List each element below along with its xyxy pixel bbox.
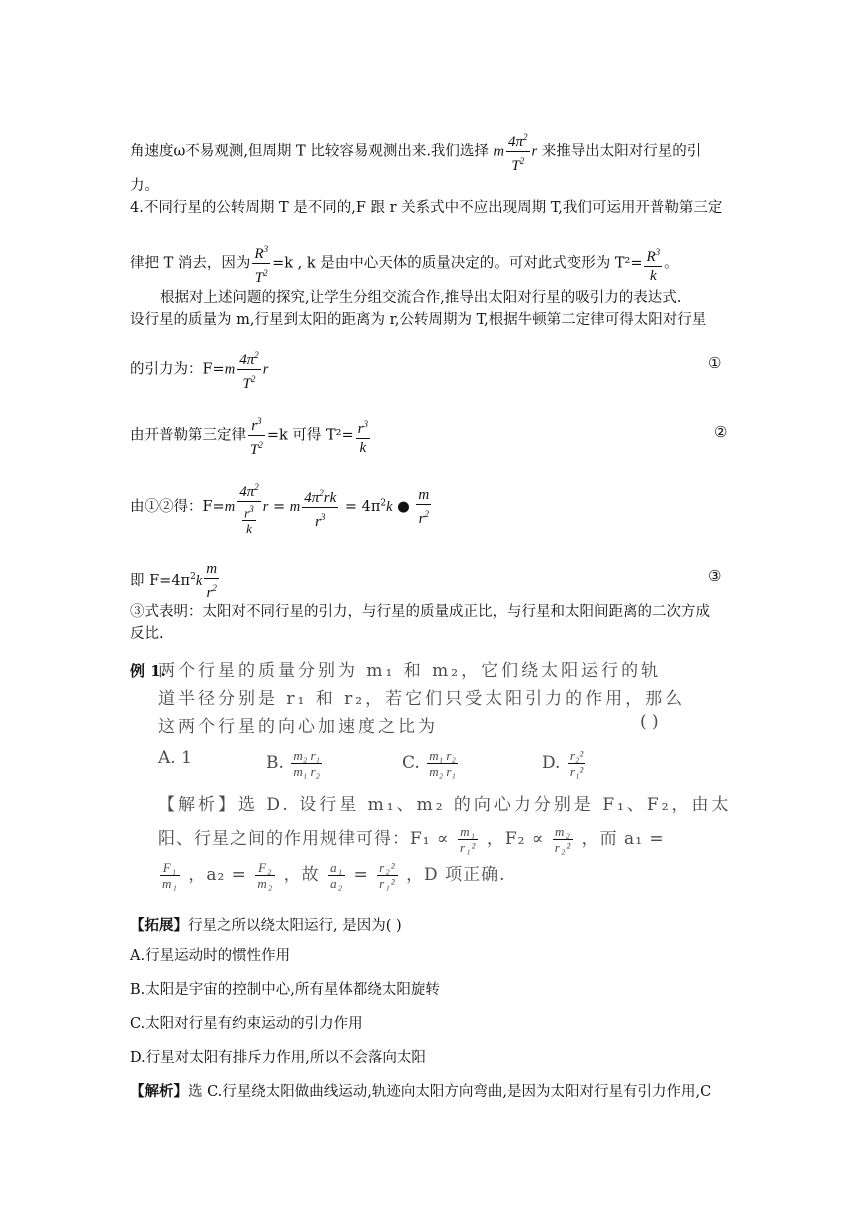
- extension-option-c: C.太阳对行星有约束运动的引力作用: [130, 1016, 363, 1032]
- equation-4: 即 $F=4\pi^2k$ $\frac{m}{r^2}$: [130, 561, 218, 601]
- paragraph-3: 根据对上述问题的探究,让学生分组交流合作,推导出太阳对行星的吸引力的表达式.: [160, 290, 682, 306]
- option-b: B. $\frac{\text{m₂ r₁}}{\text{m₁ r₂}}$: [266, 748, 321, 779]
- formula-R3-over-k: $\frac{R^3}{k}$: [644, 243, 662, 285]
- equation-3: 由①②得：F=m $\frac{4\pi^2}{\frac{r^3}{k}}$ r = m $\frac{4\pi^2rk}{r^3}$ = $4\pi^2k$ ● $\frac{m}{r^2}$: [130, 478, 433, 536]
- extension-analysis: 【解析】选 C.行星绕太阳做曲线运动,轨迹向太阳方向弯曲,是因为太阳对行星有引力作用,C: [130, 1083, 712, 1100]
- option-d: D. $\frac{\text{r₂²}}{\text{r₁²}}$: [542, 748, 584, 779]
- paragraph-1-line-1: 角速度ω不易观测,但周期 T 比较容易观测出来.我们选择 m $\frac{4\pi^2}{T^2}$ r 来推导出太阳对行星的引: [130, 128, 701, 175]
- paragraph-1-line-2: 力。: [130, 178, 159, 194]
- option-a: A. 1: [158, 748, 192, 768]
- equation-2: 由开普勒第三定律 $\frac{r^3}{T^2}$ =k 可得 T²= $\frac{r^3}{k}$: [130, 412, 372, 459]
- solution-line-1: 【解析】选 D. 设行星 m₁、m₂ 的向心力分别是 F₁、F₂，由太: [158, 795, 732, 815]
- example-answer-paren: ( ): [640, 712, 659, 732]
- equation-1-marker: ①: [708, 354, 722, 372]
- paragraph-4-line-1: 设行星的质量为 m,行星到太阳的距离为 r,公转周期为 T,根据牛顿第二定律可得太阳对行星: [130, 312, 707, 328]
- example-line-2: 道半径分别是 r₁ 和 r₂，若它们只受太阳引力的作用，那么: [158, 689, 686, 709]
- example-line-3: 这两个行星的向心加速度之比为: [158, 717, 438, 737]
- equation-1: 的引力为：F=m $\frac{4\pi^2}{T^2}$ r: [130, 346, 268, 393]
- equation-4-marker: ③: [708, 567, 722, 585]
- paragraph-2-line-1: 4.不同行星的公转周期 T 是不同的,F 跟 r 关系式中不应出现周期 T,我们可运用开普勒第三定: [130, 200, 723, 216]
- conclusion-line-2: 反比.: [130, 626, 164, 642]
- formula-R3-over-T2: $\frac{R^3}{T^2}$: [252, 240, 270, 287]
- example-label: 例 1.: [130, 662, 166, 680]
- extension-option-d: D.行星对太阳有排斥力作用,所以不会落向太阳: [130, 1050, 426, 1066]
- example-1-scan: [130, 652, 730, 892]
- extension-option-a: A.行星运动时的惯性作用: [130, 948, 291, 964]
- solution-line-2: 阳、行星之间的作用规律可得：F₁ ∝ $\frac{\text{m₁}}{\text{r₁²}}$ ，F₂ ∝ $\frac{\text{m₂}}{\text{r₂²}}$ ，而 a₁ =: [158, 824, 665, 855]
- extension-option-b: B.太阳是宇宙的控制中心,所有星体都绕太阳旋转: [130, 982, 440, 998]
- example-line-1: 两个行星的质量分别为 m₁ 和 m₂，它们绕太阳运行的轨: [158, 661, 662, 681]
- conclusion-line-1: ③式表明：太阳对不同行星的引力，与行星的质量成正比，与行星和太阳间距离的二次方成: [130, 604, 710, 620]
- option-c: C. $\frac{\text{m₁ r₂}}{\text{m₂ r₁}}$: [402, 748, 456, 779]
- formula-4pi2-over-T2: $\frac{4\pi^2}{T^2}$: [506, 128, 530, 175]
- solution-line-3: $\frac{\text{F₁}}{\text{m₁}}$ ，a₂ = $\frac{\text{F₂}}{\text{m₂}}$ ，故 $\frac{\text{a₁}}{\text{a₂}}$ = $\frac{\text{r₂²}}{\text{r₁²}}$ ，D 项正确.: [162, 860, 506, 891]
- extension-question: 【拓展】行星之所以绕太阳运行, 是因为( ): [130, 917, 402, 934]
- paragraph-2-line-2: 律把 T 消去，因为 $\frac{R^3}{T^2}$ =k , k 是由中心天体的质量决定的。可对此式变形为 T²= $\frac{R^3}{k}$ 。: [130, 240, 679, 287]
- equation-2-marker: ②: [714, 423, 728, 441]
